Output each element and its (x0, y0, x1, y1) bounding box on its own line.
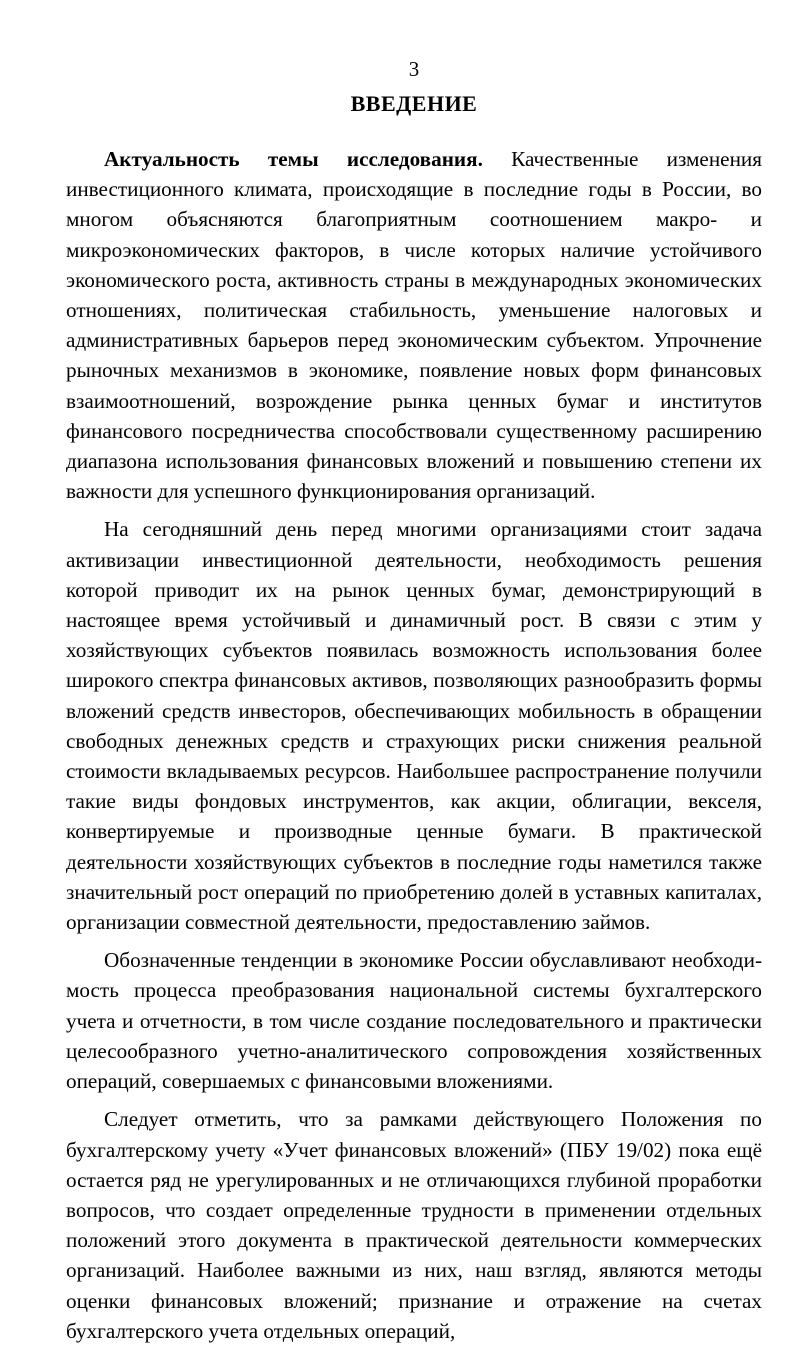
paragraph-text: Качественные изменения инвестиционного климата, происходящие в последние годы в России, во многом объясняются благоприятным соотношением макро- и микроэкономических факторов, в числе которых наличие устойчивого экономического роста, активность страны в международных экономических отношениях, политическая стабильность, уменьшение налоговых и административных барьеров перед экономическим субъектом. Упрочнение рыночных механизмов в экономике, появление новых форм финансовых взаимоотношений, возрождение рынка ценных бумаг и институтов финансового посредничества способствовали существенному расширению диапазона использования финансовых вложений и повышению степени их важности для успешного функционирования организаций. (66, 147, 762, 504)
paragraph-pbu: Следует отметить, что за рамками действующего Положения по бухгалтерскому учету «Учет финансовых вложений» (ПБУ 19/02) пока ещё остается ряд не урегулированных и не отличающихся глубиной проработки вопросов, что создает определенные трудности в применении отдельных положений этого документа в практической деятельности коммерческих организаций. Наиболее важными из них, наш взгляд, являются методы оценки финансовых вложений; признание и отражение на счетах бухгалтерского учета отдельных операций, (66, 1107, 762, 1343)
page-number: 3 (408, 57, 420, 81)
paragraph-lead: Актуальность темы исследования. (104, 147, 483, 171)
paragraph-trends: Обозначенные тенденции в экономике России обуславливают необходимость процесса преобразования национальной системы бухгалтерского учета и отчетности, в том числе создание последовательного и практически целесообразного учетно-аналитического сопровождения хозяйственных операций, совершаемых с финансовыми вложениями. (66, 948, 762, 1094)
paragraph-investment-activity: На сегодняшний день перед многими организациями стоит задача активизации инвестиционной деятельности, необходимость решения которой приводит их на рынок ценных бумаг, демонстрирующий в настоящее время устойчивый и динамичный рост. В связи с этим у хозяйствующих субъектов появилась возможность использования более широкого спектра финансовых активов, позволяющих разнообразить формы вложений средств инвесторов, обеспечивающих мобильность в обращении свободных денежных средств и страхующих риски снижения реальной стоимости вкладываемых ресурсов. Наибольшее распространение получили такие виды фондовых инструментов, как акции, облигации, векселя, конвертируемые и производные ценные бумаги. В практической деятельности хозяйствующих субъектов в последние годы наметился также значительный рост операций по приобретению долей в уставных капиталах, организации совместной деятельности, предоставлению займов. (66, 517, 762, 935)
paragraph-relevance (66, 144, 762, 506)
section-heading: ВВЕДЕНИЕ (350, 91, 478, 116)
